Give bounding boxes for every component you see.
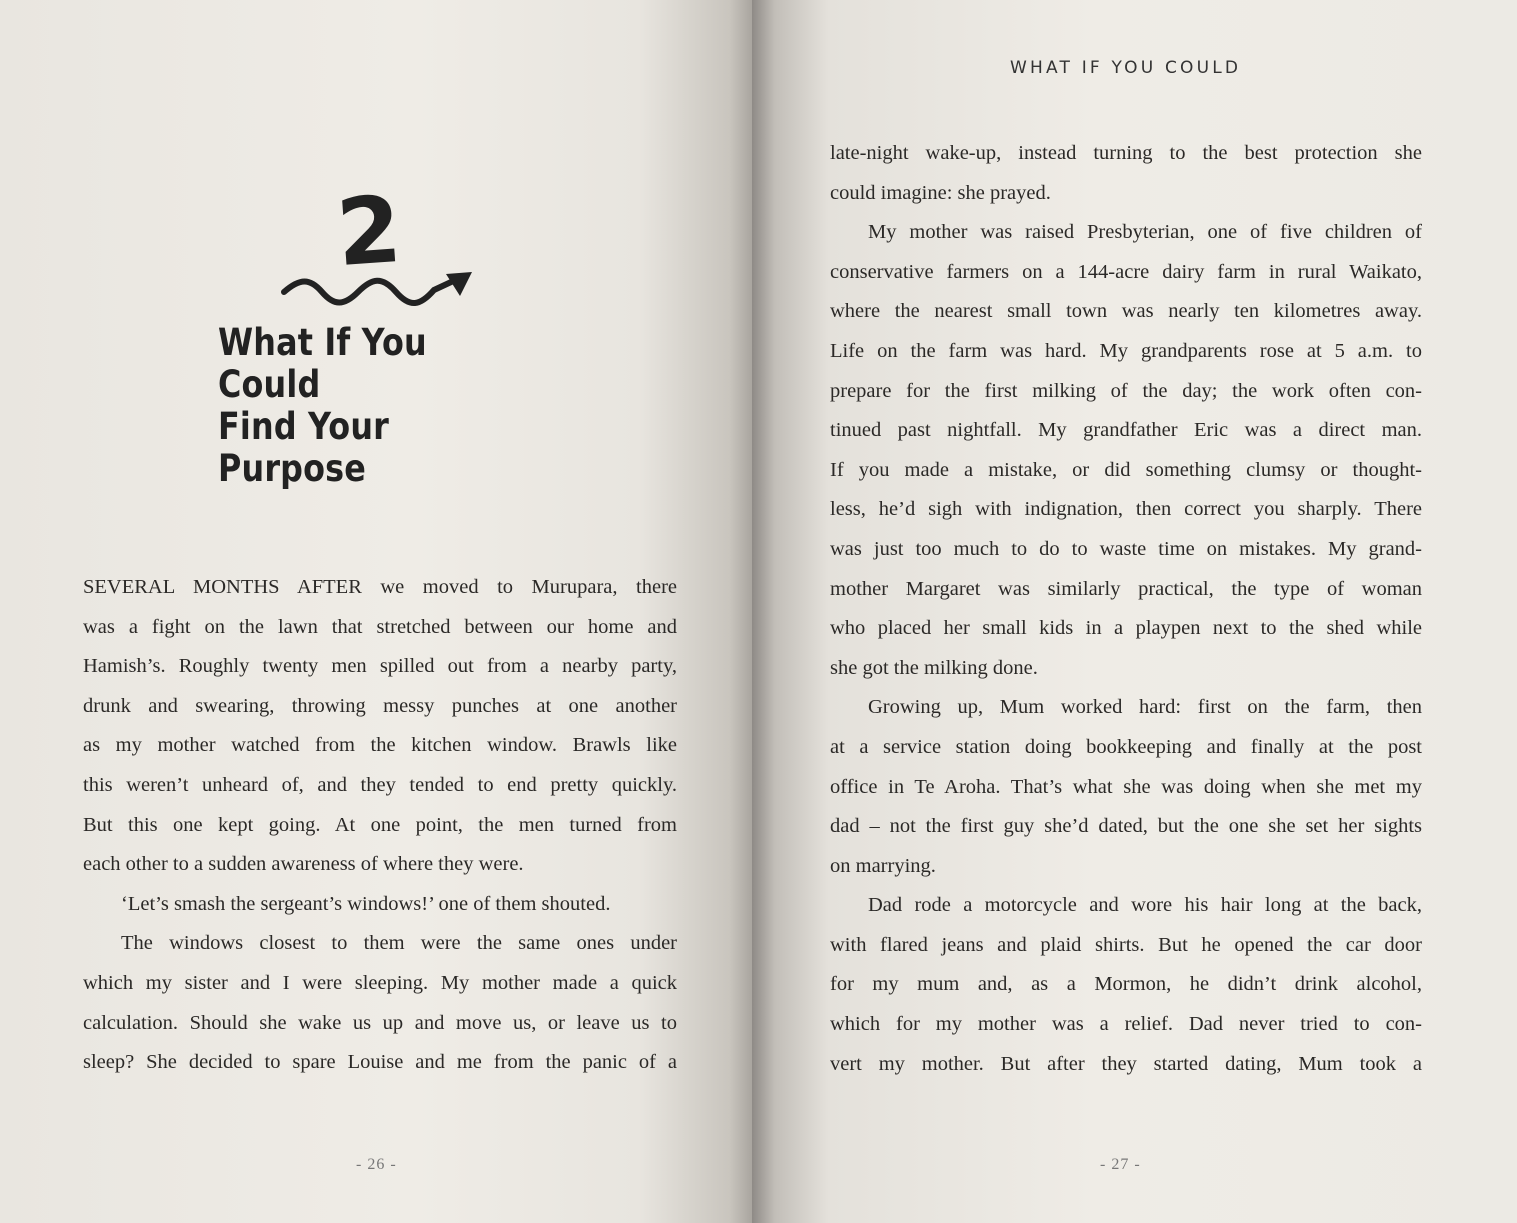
- text-line: late-night wake-up, instead turning to the best protection she: [830, 142, 1422, 164]
- left-page: [0, 0, 752, 1223]
- text-line: with flared jeans and plaid shirts. But he opened the car door: [830, 933, 1422, 956]
- text-line: each other to a sudden awareness of where they were.: [83, 853, 524, 876]
- text-line: prepare for the first milking of the day; the work often con-: [830, 379, 1422, 402]
- left-page-body: [83, 568, 677, 1083]
- text-line: office in Te Aroha. That’s what she was doing when she met my: [830, 775, 1422, 798]
- text-line: drunk and swearing, throwing messy punches at one another: [83, 694, 677, 717]
- chapter-title-line-2: Find Your Purpose: [218, 405, 390, 490]
- text-line: tinued past nightfall. My grandfather Eric was a direct man.: [830, 419, 1422, 442]
- text-line: Dad rode a motorcycle and wore his hair long at the back,: [868, 894, 1422, 917]
- text-line: could imagine: she prayed.: [830, 181, 1051, 204]
- text-line: ‘Let’s smash the sergeant’s windows!’ one of them shouted.: [121, 892, 611, 915]
- chapter-title: [218, 322, 510, 490]
- text-line: she got the milking done.: [830, 656, 1038, 679]
- text-line: SEVERAL MONTHS AFTER we moved to Murupara, there: [83, 576, 677, 598]
- text-line: calculation. Should she wake us up and move us, or leave us to: [83, 1011, 677, 1034]
- text-line: My mother was raised Presbyterian, one of five children of: [868, 221, 1422, 244]
- text-line: this weren’t unheard of, and they tended to end pretty quickly.: [83, 773, 677, 796]
- text-line: for my mum and, as a Mormon, he didn’t drink alcohol,: [830, 973, 1422, 996]
- text-line: Life on the farm was hard. My grandparents rose at 5 a.m. to: [830, 339, 1422, 362]
- squiggle-arrow-icon: [280, 270, 480, 320]
- right-page-body: [830, 134, 1422, 1084]
- text-line: If you made a mistake, or did something clumsy or thought-: [830, 458, 1422, 481]
- text-line: Hamish’s. Roughly twenty men spilled out from a nearby party,: [83, 655, 677, 678]
- text-line: But this one kept going. At one point, the men turned from: [83, 813, 677, 836]
- text-line: which for my mother was a relief. Dad never tried to con-: [830, 1013, 1422, 1036]
- chapter-number: 2: [333, 175, 405, 288]
- text-line: less, he’d sigh with indignation, then correct you sharply. There: [830, 498, 1422, 521]
- text-line: who placed her small kids in a playpen next to the shed while: [830, 617, 1422, 640]
- text-line: sleep? She decided to spare Louise and me from the panic of a: [83, 1051, 677, 1074]
- right-page: [752, 0, 1517, 1223]
- text-line: Growing up, Mum worked hard: first on the farm, then: [868, 696, 1422, 719]
- text-line: The windows closest to them were the same ones under: [121, 932, 677, 955]
- text-line: mother Margaret was similarly practical, the type of woman: [830, 577, 1422, 600]
- text-line: as my mother watched from the kitchen window. Brawls like: [83, 734, 677, 757]
- text-line: vert my mother. But after they started dating, Mum took a: [830, 1052, 1422, 1075]
- text-line: where the nearest small town was nearly ten kilometres away.: [830, 300, 1422, 323]
- text-line: at a service station doing bookkeeping and finally at the post: [830, 735, 1422, 758]
- text-line: conservative farmers on a 144-acre dairy farm in rural Waikato,: [830, 260, 1422, 283]
- page-number-left: - 26 -: [356, 1156, 397, 1173]
- show-through-text: [85, 140, 685, 180]
- text-line: on marrying.: [830, 854, 936, 877]
- chapter-title-line-1: What If You Could: [218, 321, 427, 406]
- text-line: which my sister and I were sleeping. My mother made a quick: [83, 971, 677, 994]
- text-line: dad – not the first guy she’d dated, but the one she set her sights: [830, 815, 1422, 838]
- text-line: was a fight on the lawn that stretched between our home and: [83, 615, 677, 638]
- page-number-right: - 27 -: [1100, 1156, 1141, 1173]
- running-head: WHAT IF YOU COULD: [1010, 58, 1242, 78]
- text-line: was just too much to do to waste time on mistakes. My grand-: [830, 537, 1422, 560]
